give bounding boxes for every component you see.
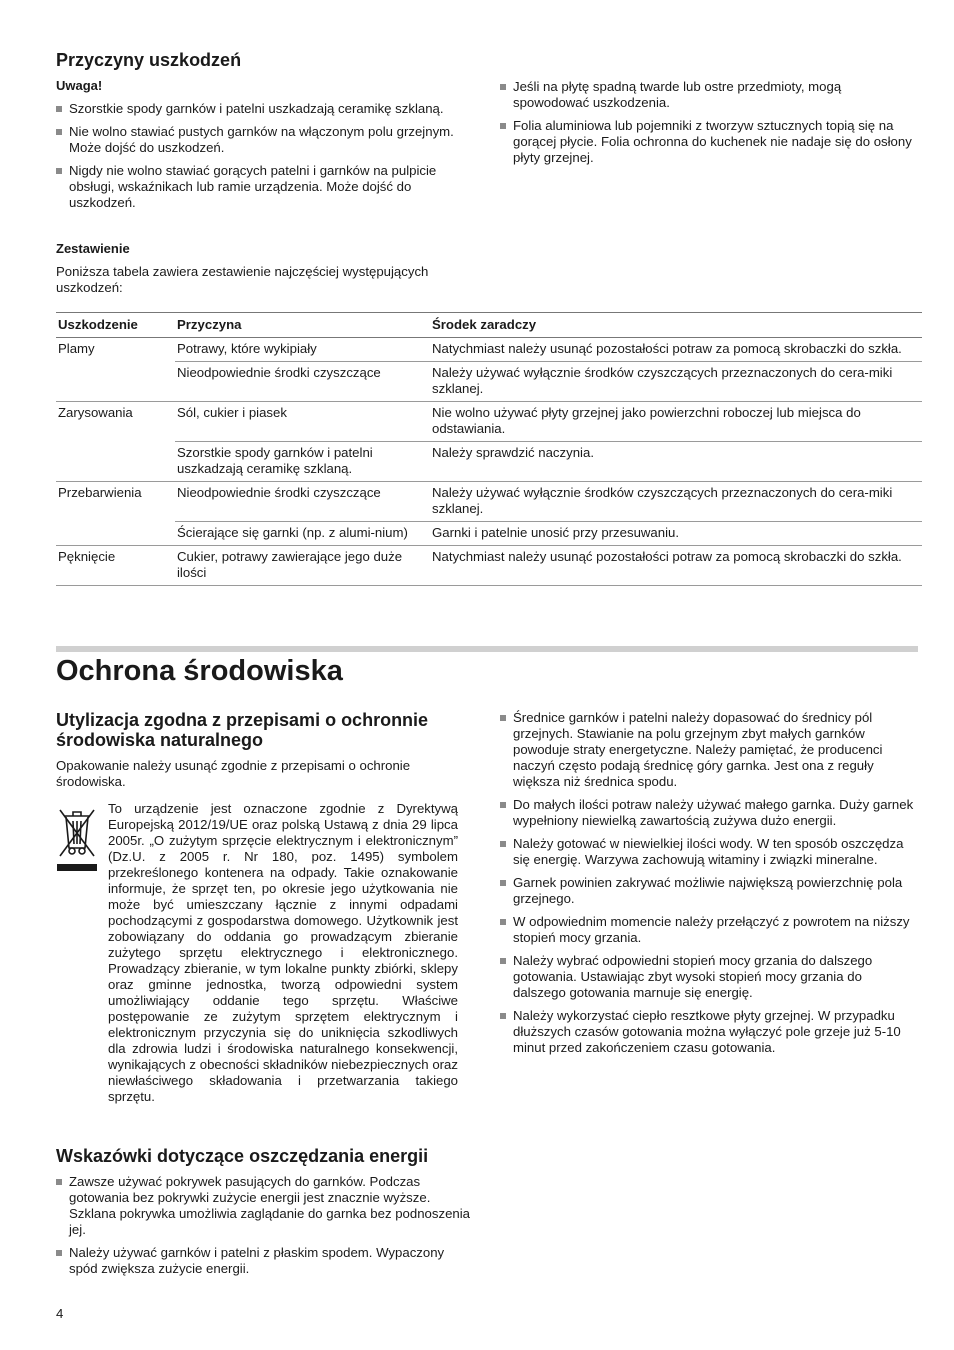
list-item: W odpowiednim momencie należy przełączyć z powrotem na niższy stopień mocy grzania. [500, 914, 918, 946]
energy-left-list [56, 1174, 476, 1284]
summary-text: Poniższa tabela zawiera zestawienie najczęściej występujących uszkodzeń: [56, 264, 429, 295]
list-item: Nigdy nie wolno stawiać gorących patelni i garnków na pulpicie obsługi, wskaźnikach lub ramie urządzenia. Może dojść do uszkodzeń. [56, 163, 456, 211]
cause-cell: Nieodpowiednie środki czyszczące [175, 362, 430, 402]
list-item: Zawsze używać pokrywek pasujących do garnków. Podczas gotowania bez pokrywki zużycie energii jest znacznie wyższe. Szklana pokrywka umożliwia zaglądanie do garnka bez podnoszenia jej. [56, 1174, 476, 1238]
damage-right-list [500, 79, 920, 173]
remedy-cell: Garnki i patelnie unosić przy przesuwaniu. [430, 522, 922, 546]
remedy-cell: Należy używać wyłącznie środków czyszczących przeznaczonych do cera-miki szklanej. [430, 362, 922, 402]
list-item: Folia aluminiowa lub pojemniki z tworzyw sztucznych topią się na gorącej płycie. Folia ochronna do kuchenek nie nadaje się do osłony płyty grzejnej. [500, 118, 920, 166]
table-row [56, 362, 922, 402]
remedy-cell: Należy używać wyłącznie środków czyszczących przeznaczonych do cera-miki szklanej. [430, 482, 922, 522]
list-item: Nie wolno stawiać pustych garnków na włączonym polu grzejnym. Może dojść do uszkodzeń. [56, 124, 456, 156]
column-header-remedy: Środek zaradczy [430, 313, 922, 338]
warning-label: Uwaga! [56, 78, 103, 93]
damage-left-list [56, 101, 456, 218]
list-item: Garnek powinien zakrywać możliwie największą powierzchnię pola grzejnego. [500, 875, 918, 907]
cause-cell: Szorstkie spody garnków i patelni uszkadzają ceramikę szklaną. [175, 442, 430, 482]
damage-table [56, 312, 922, 586]
summary-title: Zestawienie [56, 241, 130, 256]
column-header-damage: Uszkodzenie [56, 313, 175, 338]
list-item: Należy używać garnków i patelni z płaskim spodem. Wypaczony spód zwiększa zużycie energii. [56, 1245, 476, 1277]
cause-cell: Cukier, potrawy zawierające jego duże ilości [175, 546, 430, 586]
section-divider [56, 646, 918, 652]
damage-cell: Przebarwienia [56, 482, 175, 546]
disposal-intro: Opakowanie należy usunąć zgodnie z przepisami o ochronie środowiska. [56, 758, 411, 789]
table-row [56, 338, 922, 362]
weee-icon [56, 800, 98, 874]
table-row [56, 522, 922, 546]
list-item: Należy wykorzystać ciepło resztkowe płyty grzejnej. W przypadku dłuższych czasów gotowania można wyłączyć pole grzeje już 5-10 minut przed zakończeniem czasu gotowania. [500, 1008, 918, 1056]
energy-right-list [500, 710, 918, 1063]
remedy-cell: Nie wolno używać płyty grzejnej jako powierzchni roboczej lub miejsca do odstawiania. [430, 402, 922, 442]
cause-cell: Nieodpowiednie środki czyszczące [175, 482, 430, 522]
weee-text: To urządzenie jest oznaczone zgodnie z Dyrektywą Europejską 2012/19/UE oraz polską Ustawą z dnia 29 lipca 2005r. „O zużytym sprzęcie elektrycznym i elektronicznym” (Dz.U. z 2005 r. Nr 180, poz. 1495) symbolem przekreślonego kontenera na odpady. Takie oznakowanie informuje, że sprzęt ten, po okresie jego użytkowania nie może być umieszczany łącznie z innymi odpadami pochodzącymi z gospodarstwa domowego. Użytkownik jest zobowiązany do oddania go prowadzącym zbieranie zużytego sprzętu elektrycznego i elektronicznego. Prowadzący zbieranie, w tym lokalne punkty zbiórki, sklepy oraz gminne jednostka, tworzą odpowiedni system umożliwiający oddanie tego sprzętu. Właściwe postępowanie ze zużytym sprzętem elektrycznym i elektronicznym przyczynia się do uniknięcia szkodliwych dla zdrowia ludzi i środowiska naturalnego konsekwencji, wynikających z obecności składników niebezpiecznych oraz niewłaściwego składowania i przetwarzania takiego sprzętu. [108, 801, 458, 1104]
section-title-environment: Ochrona środowiska [56, 655, 343, 687]
table-header-row [56, 313, 922, 338]
cause-cell: Sól, cukier i piasek [175, 402, 430, 442]
damage-cell: Pęknięcie [56, 546, 175, 586]
disposal-title: Utylizacja zgodna z przepisami o ochronnie środowiska naturalnego [56, 710, 429, 750]
column-header-cause: Przyczyna [175, 313, 430, 338]
table-row [56, 546, 922, 586]
table-row [56, 482, 922, 522]
list-item: Jeśli na płytę spadną twarde lub ostre przedmioty, mogą spowodować uszkodzenia. [500, 79, 920, 111]
damage-cell: Zarysowania [56, 402, 175, 482]
remedy-cell: Natychmiast należy usunąć pozostałości potraw za pomocą skrobaczki do szkła. [430, 546, 922, 586]
list-item: Szorstkie spody garnków i patelni uszkadzają ceramikę szklaną. [56, 101, 456, 117]
page-number: 4 [56, 1306, 64, 1321]
list-item: Średnice garnków i patelni należy dopasować do średnicy pól grzejnych. Stawianie na polu grzejnym zbyt małych garnków powoduje straty energetyczne. Należy pamiętać, że producenci naczyń często podają średnicę góry garnka. Jest ona z reguły większa niż średnica spodu. [500, 710, 918, 790]
list-item: Należy gotować w niewielkiej ilości wody. W ten sposób oszczędza się energię. Warzywa zachowują witaminy i związki mineralne. [500, 836, 918, 868]
remedy-cell: Należy sprawdzić naczynia. [430, 442, 922, 482]
remedy-cell: Natychmiast należy usunąć pozostałości potraw za pomocą skrobaczki do szkła. [430, 338, 922, 362]
section-title-damage: Przyczyny uszkodzeń [56, 50, 242, 70]
list-item: Do małych ilości potraw należy używać małego garnka. Duży garnek wypełniony niewielką zawartością zużywa dużo energii. [500, 797, 918, 829]
table-row [56, 402, 922, 442]
table-row [56, 442, 922, 482]
damage-cell: Plamy [56, 338, 175, 402]
list-item: Należy wybrać odpowiedni stopień mocy grzania do dalszego gotowania. Ustawiając zbyt wysoki stopień mocy grzania do dalszego gotowania marnuje się energię. [500, 953, 918, 1001]
cause-cell: Potrawy, które wykipiały [175, 338, 430, 362]
energy-title: Wskazówki dotyczące oszczędzania energii [56, 1146, 429, 1166]
cause-cell: Ścierające się garnki (np. z alumi-nium) [175, 522, 430, 546]
